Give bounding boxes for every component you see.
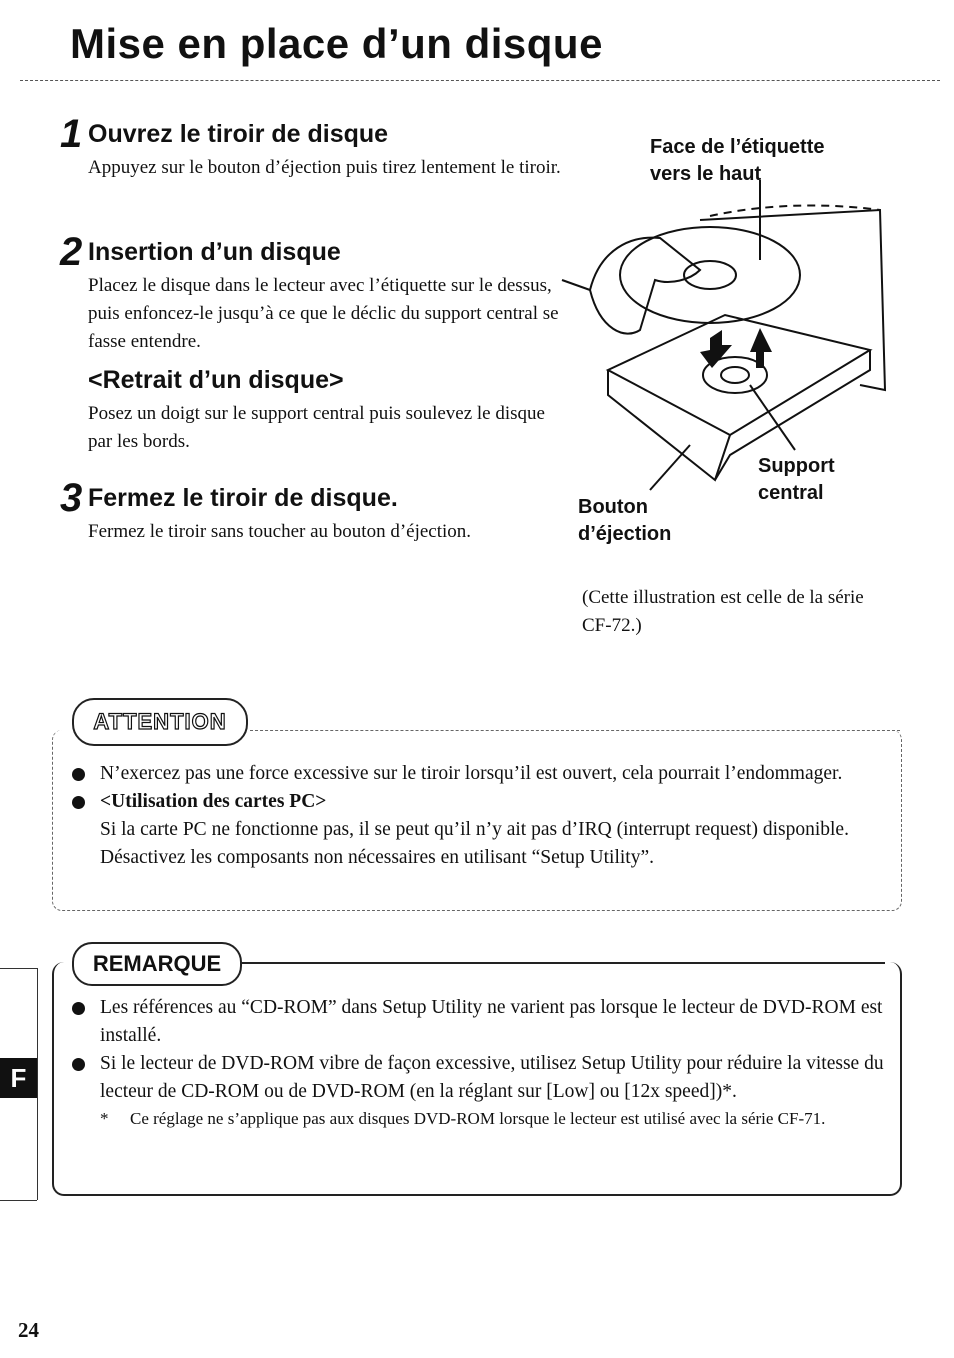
- remarque-item-text: Si le lecteur de DVD-ROM vibre de façon excessive, utilisez Setup Utility pour réduire la vitesse du lecteur de CD-ROM ou de DVD-ROM (en la réglant sur [Low] ou [12x speed])*.: [100, 1053, 884, 1102]
- label-support-line2: central: [758, 482, 824, 504]
- side-tab-rule: [37, 968, 38, 1200]
- list-item: [70, 1106, 890, 1132]
- up-arrow-icon: [750, 328, 772, 368]
- step-1-heading: Ouvrez le tiroir de disque: [88, 120, 389, 148]
- laptop-edge: [700, 210, 885, 390]
- pc-card-body: Si la carte PC ne fonctionne pas, il se peut qu’il n’y ait pas d’IRQ (interrupt request) disponible. Désactivez les composants non nécessaires en utilisant “Setup Utility”.: [100, 819, 849, 868]
- page-number: 24: [18, 1318, 39, 1342]
- down-arrow-icon: [700, 330, 732, 368]
- step-2-heading: Insertion d’un disque: [88, 238, 341, 266]
- label-support-central: [758, 453, 835, 507]
- step-1-number: 1: [60, 112, 83, 156]
- label-support-pointer: [750, 385, 795, 450]
- hand-wrist: [562, 280, 590, 290]
- side-tab-top-rule: [0, 968, 37, 969]
- footnote-mark: *: [100, 1109, 109, 1128]
- remarque-list: [70, 994, 890, 1132]
- label-bouton-pointer: [650, 445, 690, 490]
- bullet-icon: [72, 768, 85, 781]
- bullet-icon: [72, 796, 85, 809]
- side-tab-bottom-rule: [0, 1200, 37, 1201]
- illustration-caption: (Cette illustration est celle de la série CF-72.): [582, 587, 864, 636]
- bullet-icon: [72, 1002, 85, 1015]
- step-2-number: 2: [60, 230, 83, 274]
- bullet-icon: [72, 1058, 85, 1071]
- label-face-etiquette: [650, 134, 825, 188]
- footnote-text: Ce réglage ne s’applique pas aux disques DVD-ROM lorsque le lecteur est utilisé avec la série CF-71.: [130, 1109, 826, 1128]
- label-bouton-ejection: [578, 494, 671, 548]
- label-bouton-line1: Bouton: [578, 496, 648, 518]
- list-item: [70, 760, 890, 788]
- list-item: [70, 994, 890, 1050]
- step-3-heading: Fermez le tiroir de disque.: [88, 484, 398, 512]
- step-3-number: 3: [60, 476, 83, 520]
- retrait-heading: <Retrait d’un disque>: [88, 366, 344, 394]
- remarque-badge: REMARQUE: [72, 942, 242, 986]
- attention-item-text: N’exercez pas une force excessive sur le tiroir lorsqu’il est ouvert, cela pourrait l’endommager.: [100, 763, 843, 784]
- remarque-box-top: [240, 962, 885, 964]
- title-divider: [20, 80, 940, 81]
- disc-tray: [608, 315, 870, 435]
- remarque-footnote: [100, 1106, 890, 1132]
- list-item: [70, 1050, 890, 1106]
- attention-list: [70, 760, 890, 872]
- pc-card-heading: <Utilisation des cartes PC>: [100, 791, 327, 812]
- retrait-body: Posez un doigt sur le support central puis soulevez le disque par les bords.: [88, 403, 545, 452]
- page-title: Mise en place d’un disque: [70, 20, 603, 67]
- label-support-line1: Support: [758, 455, 835, 477]
- label-face-line1: Face de l’étiquette: [650, 136, 825, 158]
- step-3-body: Fermez le tiroir sans toucher au bouton d’éjection.: [88, 521, 472, 542]
- step-1-body: Appuyez sur le bouton d’éjection puis tirez lentement le tiroir.: [88, 157, 561, 178]
- attention-badge: ATTENTION: [72, 698, 248, 746]
- list-item: [70, 788, 890, 872]
- central-support-hub: [721, 367, 749, 383]
- label-face-line2: vers le haut: [650, 163, 762, 185]
- step-2-body: Placez le disque dans le lecteur avec l’étiquette sur le dessus, puis enfoncez-le jusqu’à ce que le déclic du support central se fasse entendre.: [88, 275, 559, 352]
- label-bouton-line2: d’éjection: [578, 523, 672, 545]
- disc-tray-illustration: [560, 180, 900, 500]
- remarque-item-text: Les références au “CD-ROM” dans Setup Utility ne varient pas lorsque le lecteur de DVD-ROM est installé.: [100, 997, 883, 1046]
- attention-box-top: [250, 730, 900, 731]
- hand-fingers: [590, 238, 700, 334]
- language-tab: F: [0, 1058, 37, 1098]
